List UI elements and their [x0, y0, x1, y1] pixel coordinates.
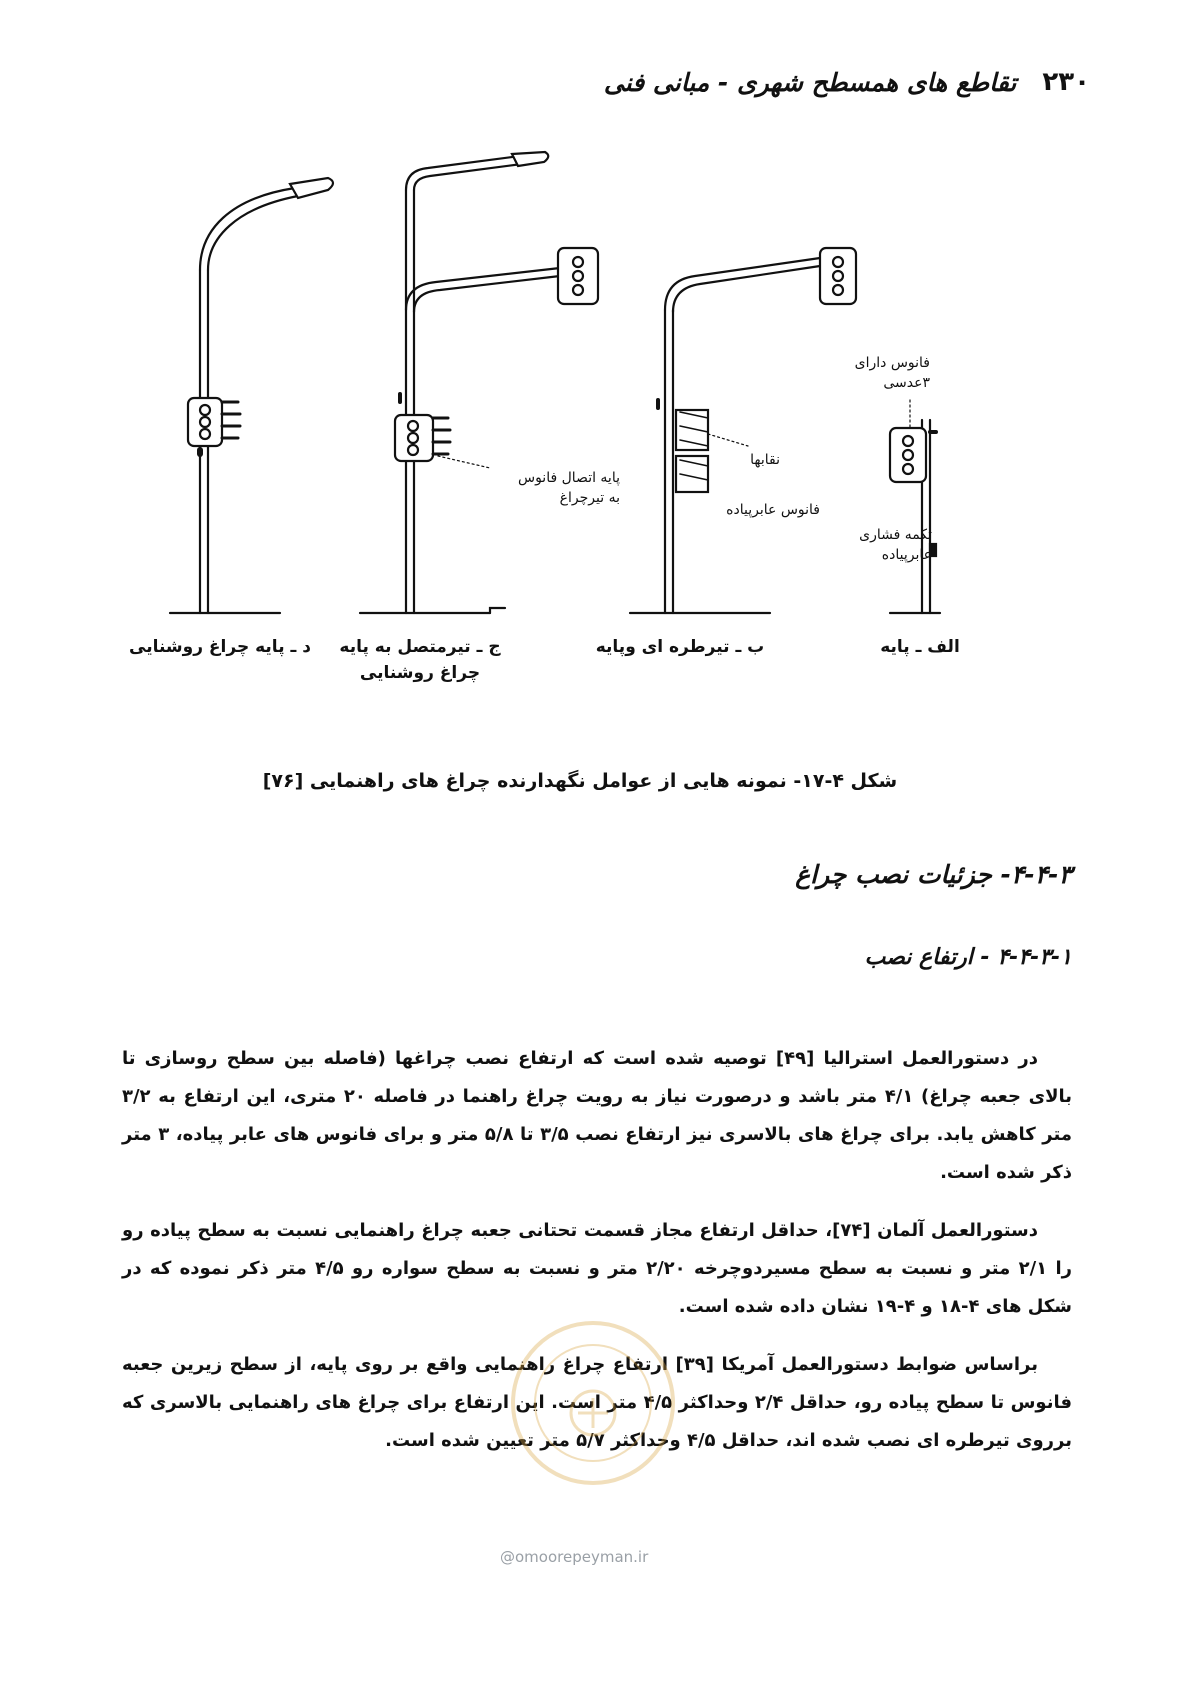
traffic-signal-supports-figure: [129, 150, 1060, 683]
paragraph: دستورالعمل آلمان [۷۴]، حداقل ارتفاع مجاز قسمت تحتانی جعبه چراغ راهنمایی نسبت به سطح پیاده رو را ۲/۱ متر و نسبت به سطح مسیردوچرخه ۲/۲۰ متر و نسبت به سطح سواره رو ۴/۵ متر ذکر نموده که در شکل های ۴-۱۸ و ۴-۱۹ نشان داده شده است.: [122, 1220, 1072, 1317]
pedestrian-lantern-callout: فانوس عابرپیاده: [726, 502, 820, 518]
page-number: ۲۳۰: [1042, 67, 1090, 97]
callout-line: به تیرچراغ: [559, 490, 620, 507]
page-header: [230, 62, 1090, 102]
callout-line: ۳عدسی: [883, 375, 930, 392]
street-light-pole-icon: [188, 178, 333, 613]
section-heading: ۴-۴-۳- جزئیات نصب چراغ: [795, 860, 1072, 889]
callout-line: فانوس دارای: [854, 355, 930, 371]
publisher-seal-icon: [508, 1318, 678, 1488]
label-line: چراغ روشنایی: [359, 662, 481, 683]
subsection-heading: ۴-۴-۳-۱ - ارتفاع نصب: [864, 945, 1072, 970]
callout-line: عابرپیاده: [881, 547, 932, 564]
watermark-site: @omoorepeyman.ir: [500, 1548, 649, 1566]
paragraph: براساس ضوابط دستورالعمل آمریکا [۳۹] ارتفاع چراغ راهنمایی واقع بر روی پایه، از سطح زیرین جعبه فانوس تا سطح پیاده رو، حداقل ۲/۴ وحداکثر ۴/۵ متر است. این ارتفاع برای چراغ های راهنمایی بالاسری که برروی تیرطره ای نصب شده اند، حداقل ۴/۵ وحداکثر ۵/۷ متر تعیین شده است.: [122, 1354, 1073, 1451]
figure-caption: شکل ۴-۱۷- نمونه هایی از عوامل نگهدارنده چراغ های راهنمایی [۷۶]: [262, 770, 898, 792]
push-button-callout: [822, 525, 932, 566]
combined-pole-icon: [395, 152, 598, 613]
callout-line: تکمه فشاری: [859, 527, 932, 543]
callout-line: پایه اتصال فانوس: [517, 470, 620, 486]
mount-bracket-callout: [480, 468, 620, 509]
label-jim: [330, 635, 510, 686]
visors-callout: نقابها: [750, 452, 780, 468]
label-alef: الف ـ پایه: [880, 637, 960, 657]
label-be: ب ـ تیرطره ای وپایه: [595, 637, 765, 657]
pedestal-pole-icon: [890, 400, 936, 613]
label-line: ج ـ تیرمتصل به پایه: [339, 637, 501, 657]
label-dal: د ـ پایه چراغ روشنایی: [129, 637, 311, 657]
paragraph: در دستورالعمل استرالیا [۴۹] توصیه شده است که ارتفاع نصب چراغها (فاصله بین سطح روسازی تا بالای جعبه چراغ) ۴/۱ متر باشد و درصورت نیاز به رویت چراغ راهنما در فاصله ۲۰ متری، این ارتفاع به ۳/۲ متر کاهش یابد. برای چراغ های بالاسری نیز ارتفاع نصب ۳/۵ تا ۵/۸ متر و برای فانوس های عابر پیاده، ۳ متر ذکر شده است.: [122, 1048, 1072, 1183]
figure-drawing: [160, 150, 1060, 680]
three-lens-lantern-callout: [810, 353, 930, 394]
running-title: تقاطع های همسطح شهری - مبانی فنی: [603, 67, 1017, 97]
